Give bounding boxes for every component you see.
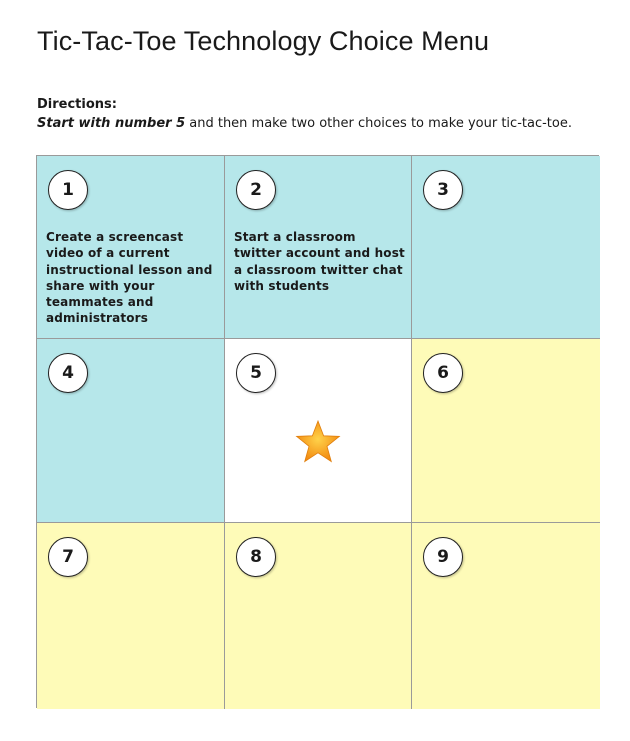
number-badge-9: 9 [423,537,463,577]
number-badge-2: 2 [236,170,276,210]
choice-text-1: Create a screencast video of a current instructional lesson and share with your teammates and administrators [46,230,213,326]
tic-tac-toe-grid [36,155,599,708]
number-badge-7: 7 [48,537,88,577]
directions [37,95,572,133]
number-badge-6: 6 [423,353,463,393]
choice-cell-9 [412,523,600,709]
directions-emphasis: Start with number 5 [37,116,186,131]
number-badge-5: 5 [236,353,276,393]
page-title: Tic-Tac-Toe Technology Choice Menu [37,26,490,56]
choice-cell-2 [225,156,412,339]
directions-label: Directions: [37,97,117,112]
choice-cell-6 [412,339,600,523]
choice-cell-8 [225,523,412,709]
choice-cell-3 [412,156,600,339]
choice-cell-4 [37,339,225,523]
choice-cell-1 [37,156,225,339]
number-badge-3: 3 [423,170,463,210]
choice-cell-7 [37,523,225,709]
number-badge-8: 8 [236,537,276,577]
choice-cell-5 [225,339,412,523]
number-badge-4: 4 [48,353,88,393]
directions-text: and then make two other choices to make your tic-tac-toe. [185,116,572,131]
choice-text-2: Start a classroom twitter account and host a classroom twitter chat with students [234,230,405,293]
star-icon [295,419,341,465]
number-badge-1: 1 [48,170,88,210]
